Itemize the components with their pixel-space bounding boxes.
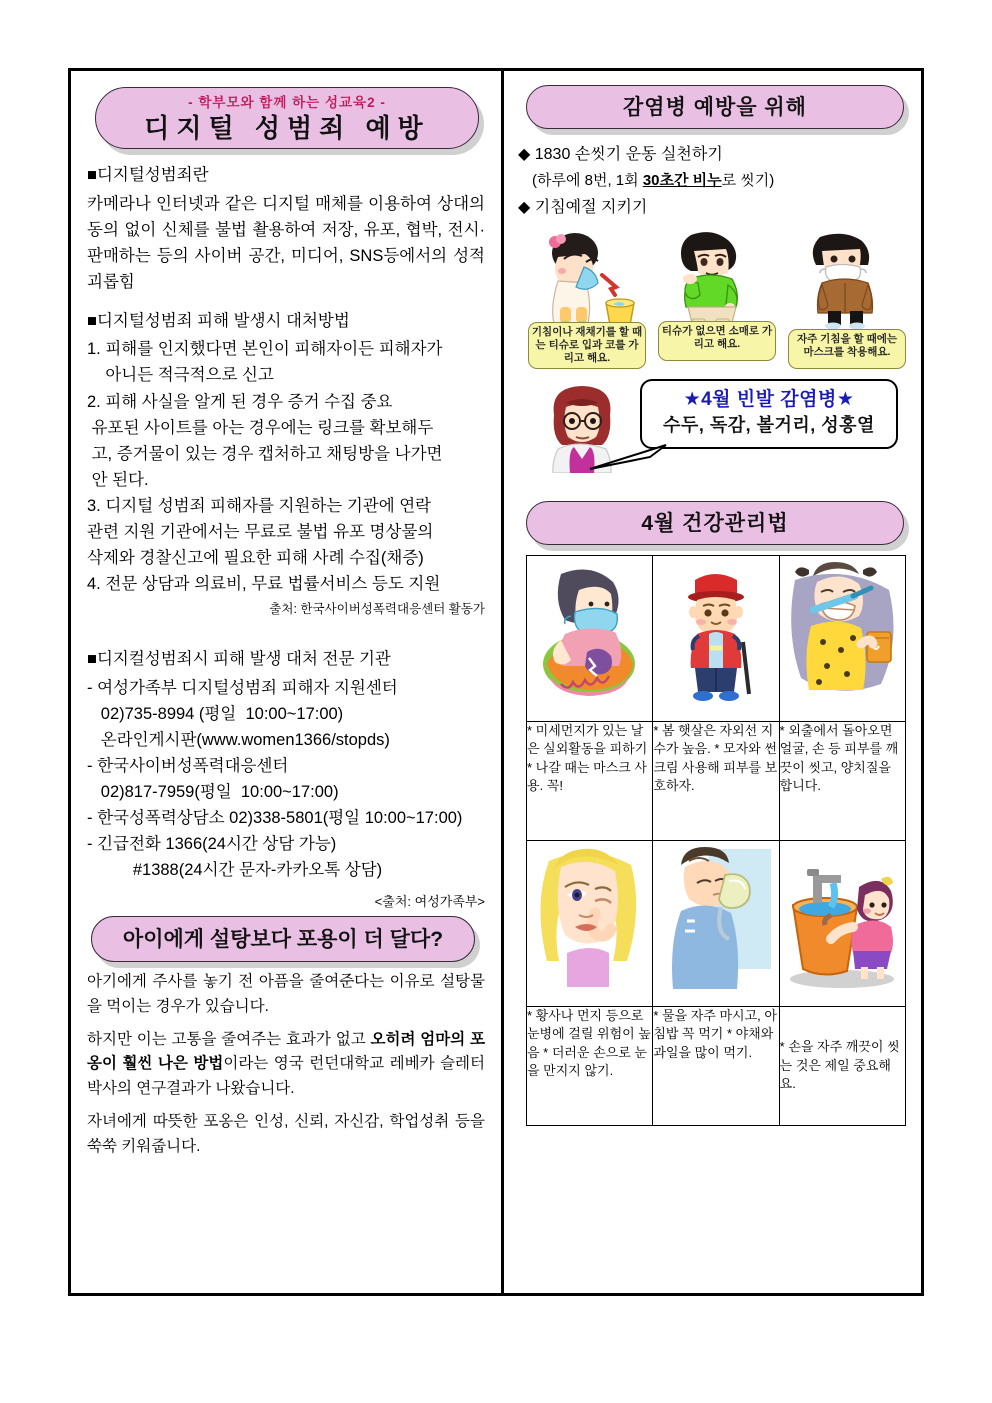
boy-mask-illustration: [788, 229, 906, 329]
health-tip-text: * 미세먼지가 있는 날은 실외활동을 피하기 * 나갈 때는 마스크 사용. 꼭!: [527, 721, 653, 840]
section1-heading: ■디지털성범죄란: [87, 166, 209, 184]
section2-item: 2. 피해 사실을 알게 된 경우 증거 수집 중요: [87, 392, 393, 411]
speech-bubble-tail: [588, 443, 668, 471]
cough-caption-2: 티슈가 없으면 소매로 가리고 해요.: [658, 321, 776, 361]
sugar-paragraph-1: 아기에게 주사를 놓기 전 아픔을 줄여준다는 이유로 설탕물을 먹이는 경우가 있습니다.: [87, 973, 485, 1015]
section2-item: 아니든 적극적으로 신고: [87, 366, 274, 385]
sugar-title-text: 아이에게 설탕보다 포용이 더 달다?: [122, 928, 444, 952]
detail-part3: 로 씻기): [721, 172, 775, 190]
sugar-paragraph-3: 자녀에게 따뜻한 포옹은 인성, 신뢰, 자신감, 학업성취 등을 쑥쑥 키워줍니다.: [87, 1113, 485, 1155]
health-tip-text: * 황사나 먼지 등으로 눈병에 걸릴 위험이 높음 * 더러운 손으로 눈을 만지지 않기.: [527, 1006, 653, 1125]
section3-item: #1388(24시간 문자-카카오톡 상담): [87, 861, 383, 879]
girl-brushing-teeth-icon: [783, 556, 901, 706]
infection-item-2: ◆ 기침예절 지키기: [518, 198, 648, 216]
sugar-p2-highlight: 오히려 엄마의 포옹이 훨씬 나은 방법: [87, 1030, 485, 1073]
table-row: [527, 840, 906, 1006]
sick-child-blanket-icon: [531, 556, 649, 706]
sugar-p2-part3: 이라는 영국 런던대학교 레베카 슬레터 박사의 연구결과가 나왔습니다.: [87, 1055, 485, 1098]
girl-washing-hands-icon: [783, 841, 901, 991]
doctor-speech-row: [528, 379, 906, 475]
infection-item-1: ◆ 1830 손씻기 운동 실천하기: [518, 146, 723, 163]
health-image-cell: [779, 555, 905, 721]
health-image-cell: [779, 840, 905, 1006]
section3-item: - 긴급전화 1366(24시간 상담 가능): [87, 834, 337, 853]
section2-item: 안 된다.: [87, 470, 149, 489]
section2-item: 삭제와 경찰신고에 필요한 피해 사례 수집(채증): [87, 548, 424, 567]
health-tip-text: * 봄 햇살은 자외선 지수가 높음. * 모자와 썬크림 사용해 피부를 보호하자.: [653, 721, 779, 840]
section3-item: 02)817-7959(평일 10:00~17:00): [87, 782, 339, 801]
speech-line-2: 수두, 독감, 볼거리, 성홍열: [663, 415, 875, 436]
health-image-cell: [653, 840, 779, 1006]
section2-item: 4. 전문 상담과 의료비, 무료 법률서비스 등도 지원: [87, 574, 441, 593]
infection-title-bubble: [526, 85, 904, 129]
section2-item: 3. 디지털 성범죄 피해자를 지원하는 기관에 연락: [87, 496, 432, 515]
april-title-bubble: [526, 501, 904, 545]
april-title-text: 4월 건강관리법: [641, 511, 789, 535]
table-row: [527, 555, 906, 721]
section1-body: 카메라나 인터넷과 같은 디지털 매체를 이용하여 상대의 동의 없이 신체를 불법 촬용하여 저장, 유포, 협박, 전시·판매하는 등의 사이버 공간, 미디어, SNS등에서의 성적 괴롭힘: [87, 194, 485, 291]
left-title-bubble: [95, 87, 479, 149]
section2-item: 1. 피해를 인지했다면 본인이 피해자이든 피해자가: [87, 340, 443, 359]
cough-caption-1: 기침이나 재채기를 할 때는 티슈로 입과 코를 가리고 해요.: [528, 322, 646, 369]
girl-eye-irritation-icon: [531, 841, 649, 991]
speech-line-1: ★4월 빈발 감염병★: [683, 388, 855, 410]
section3-item: 02)735-8994 (평일 10:00~17:00): [87, 704, 344, 723]
table-row: [527, 1006, 906, 1125]
left-title-subtitle: - 학부모와 함께 하는 성교육2 -: [188, 95, 386, 110]
detail-underline: 30초간 비누: [642, 172, 722, 190]
left-column: [71, 71, 501, 1293]
section2-heading: ■디지털성범죄 피해 발생시 대처방법: [87, 311, 350, 330]
detail-part1: (하루에 8번, 1회: [532, 172, 643, 190]
health-image-cell: [527, 840, 653, 1006]
infection-item-1-detail: [518, 168, 907, 194]
cough-caption-3: 자주 기침을 할 때에는 마스크를 착용해요.: [788, 329, 906, 369]
section3-item: - 여성가족부 디지털성범죄 피해자 지원센터: [87, 678, 398, 697]
health-image-cell: [527, 555, 653, 721]
infection-title-text: 감염병 예방을 위해: [623, 96, 807, 119]
girl-tissue-illustration: [528, 229, 646, 329]
health-tip-text: * 외출에서 돌아오면 얼굴, 손 등 피부를 깨끗이 씻고, 양치질을 합니다.: [779, 721, 905, 840]
section2-item: 관련 지원 기관에서는 무료로 불법 유포 명상물의: [87, 522, 434, 541]
content-frame: [68, 68, 924, 1296]
section2-source: 출처: 한국사이버성폭력대응센터 활동가: [269, 602, 485, 616]
section3-item: 온라인게시판(www.women1366/stopds): [87, 730, 390, 749]
section2-item: 고, 증거물이 있는 경우 캡처하고 채팅방을 나가면: [87, 444, 443, 463]
right-column: [504, 71, 921, 1293]
section3-heading: ■디지컬성범죄시 피해 발생 대처 전문 기관: [87, 650, 391, 668]
health-tip-text: * 손을 자주 깨끗이 씻는 것은 제일 중요해요.: [779, 1006, 905, 1125]
sugar-p2-part1: 하지만 이는 고통을 줄여주는 효과가 없고: [87, 1030, 371, 1048]
april-health-table: [526, 555, 906, 1126]
boy-sleeve-illustration: [658, 229, 776, 329]
section2-item: 유포된 사이트를 아는 경우에는 링크를 확보해두: [87, 418, 434, 437]
boy-hat-backpack-icon: [657, 556, 775, 706]
health-image-cell: [653, 555, 779, 721]
left-title-main: 디지털 성범죄 예방: [144, 112, 430, 143]
sugar-title-bubble: [91, 916, 475, 962]
sugar-paragraph-2: [87, 1028, 485, 1102]
cough-etiquette-illustrations: [528, 229, 906, 369]
boy-drinking-water-icon: [657, 841, 775, 991]
table-row: [527, 721, 906, 840]
section3-source: <출처: 여성가족부>: [374, 894, 485, 910]
section3-item: - 한국성폭력상담소 02)338-5801(평일 10:00~17:00): [87, 808, 463, 827]
april-disease-speech-bubble: [640, 379, 898, 449]
section3-item: - 한국사이버성폭력대응센터: [87, 756, 289, 775]
health-tip-text: * 물을 자주 마시고, 아침밥 꼭 먹기 * 야채와 과일을 많이 먹기.: [653, 1006, 779, 1125]
